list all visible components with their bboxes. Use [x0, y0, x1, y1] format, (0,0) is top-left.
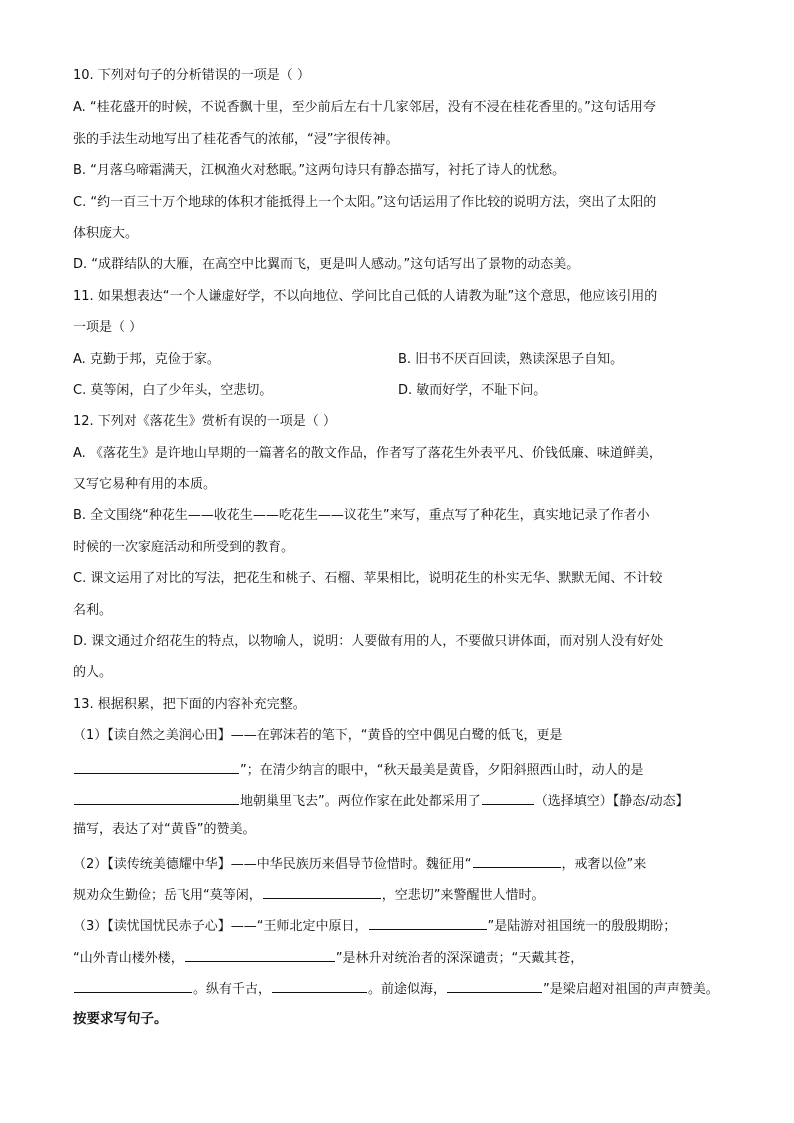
q12-option-a-line1: A. 《落花生》是许地山早期的一篇著名的散文作品，作者写了落花生外表平凡、价钱低廉、味道鲜美， — [73, 446, 662, 461]
q11-option-a: A. 克勤于邦，克俭于家。 — [73, 352, 220, 367]
q12-option-a-line2: 又写它易种有用的本质。 — [73, 477, 217, 492]
q11-stem-line2: 一项是（ ） — [73, 320, 143, 335]
q13-part2-line1: （2）【读传统美德耀中华】——中华民族历来倡导节俭惜时。魏征用“ ，戒奢以俭”来 — [73, 854, 646, 873]
q12-option-c-line1: C. 课文运用了对比的写法，把花生和桃子、石榴、苹果相比，说明花生的朴实无华、默默无闻、不计较 — [73, 571, 663, 586]
fill-blank[interactable] — [74, 979, 192, 993]
q11-option-c: C. 莫等闲，白了少年头，空悲切。 — [73, 383, 273, 398]
q12-option-b-line1: B. 全文围绕“种花生——收花生——吃花生——议花生”来写，重点写了种花生，真实地记录了作者小 — [73, 508, 650, 523]
fill-blank[interactable] — [482, 791, 534, 805]
fill-blank[interactable] — [74, 760, 239, 774]
fill-blank[interactable] — [185, 948, 335, 962]
q13-part1-line3: 地朝巢里飞去”。两位作家在此处都采用了 （选择填空）【静态/动态】 — [73, 791, 689, 810]
q11-stem-line1: 11. 如果想表达“一个人谦虚好学，不以向地位、学问比自己低的人请教为耻”这个意思，他应该引用的 — [73, 289, 658, 304]
q13-part1-line4: 描写，表达了对“黄昏”的赞美。 — [73, 822, 256, 837]
fill-blank[interactable] — [473, 854, 561, 868]
fill-blank[interactable] — [447, 979, 542, 993]
q10-option-a-line1: A. “桂花盛开的时候，不说香飘十里，至少前后左右十几家邻居，没有不浸在桂花香里的。”这句话用夸 — [73, 100, 656, 115]
q10-option-d: D. “成群结队的大雁，在高空中比翼而飞，更是叫人感动。”这句话写出了景物的动态美。 — [73, 257, 580, 272]
q13-part1-line1: （1）【读自然之美润心田】——在郭沫若的笔下，“黄昏的空中偶见白鹭的低飞，更是 — [73, 728, 563, 743]
q12-option-b-line2: 时候的一次家庭活动和所受到的教育。 — [73, 540, 295, 555]
q12-option-d-line2: 的人。 — [73, 665, 113, 680]
q12-option-c-line2: 名利。 — [73, 603, 113, 618]
q12-stem: 12. 下列对《落花生》赏析有误的一项是（ ） — [73, 414, 336, 429]
q13-part3-line3: 。纵有千古， 。前途似海， ”是梁启超对祖国的声声赞美。 — [73, 979, 719, 998]
fill-blank[interactable] — [263, 885, 381, 899]
q11-option-b: B. 旧书不厌百回读，熟读深思子自知。 — [398, 352, 624, 367]
q13-part3-line1: （3）【读忧国忧民赤子心】——“王师北定中原日， ”是陆游对祖国统一的殷殷期盼； — [73, 916, 676, 935]
q13-part2-line2: 规劝众生勤俭；岳飞用“莫等闲， ，空悲切”来警醒世人惜时。 — [73, 885, 545, 904]
fill-blank[interactable] — [74, 791, 239, 805]
q13-part3-line2: “山外青山楼外楼， ”是林升对统治者的深深谴责；“天戴其苍， — [73, 948, 583, 967]
q11-option-d: D. 敏而好学，不耻下问。 — [398, 383, 547, 398]
section-heading: 按要求写句子。 — [73, 1011, 168, 1027]
q10-option-b: B. “月落乌啼霜满天，江枫渔火对愁眠。”这两句诗只有静态描写，衬托了诗人的忧愁。 — [73, 163, 566, 178]
q10-option-c-line1: C. “约一百三十万个地球的体积才能抵得上一个太阳。”这句话运用了作比较的说明方法，突出了太阳的 — [73, 195, 657, 210]
q13-part1-line2: ”；在清少纳言的眼中，“秋天最美是黄昏，夕阳斜照西山时，动人的是 — [73, 760, 643, 779]
q13-stem: 13. 根据积累，把下面的内容补充完整。 — [73, 697, 306, 712]
fill-blank[interactable] — [369, 916, 487, 930]
q12-option-d-line1: D. 课文通过介绍花生的特点，以物喻人，说明：人要做有用的人，不要做只讲体面，而对别人没有好处 — [73, 634, 664, 649]
q10-option-c-line2: 体积庞大。 — [73, 226, 139, 241]
q10-option-a-line2: 张的手法生动地写出了桂花香气的浓郁，“浸”字很传神。 — [73, 132, 399, 147]
q10-stem: 10. 下列对句子的分析错误的一项是（ ） — [73, 68, 310, 83]
fill-blank[interactable] — [272, 979, 367, 993]
